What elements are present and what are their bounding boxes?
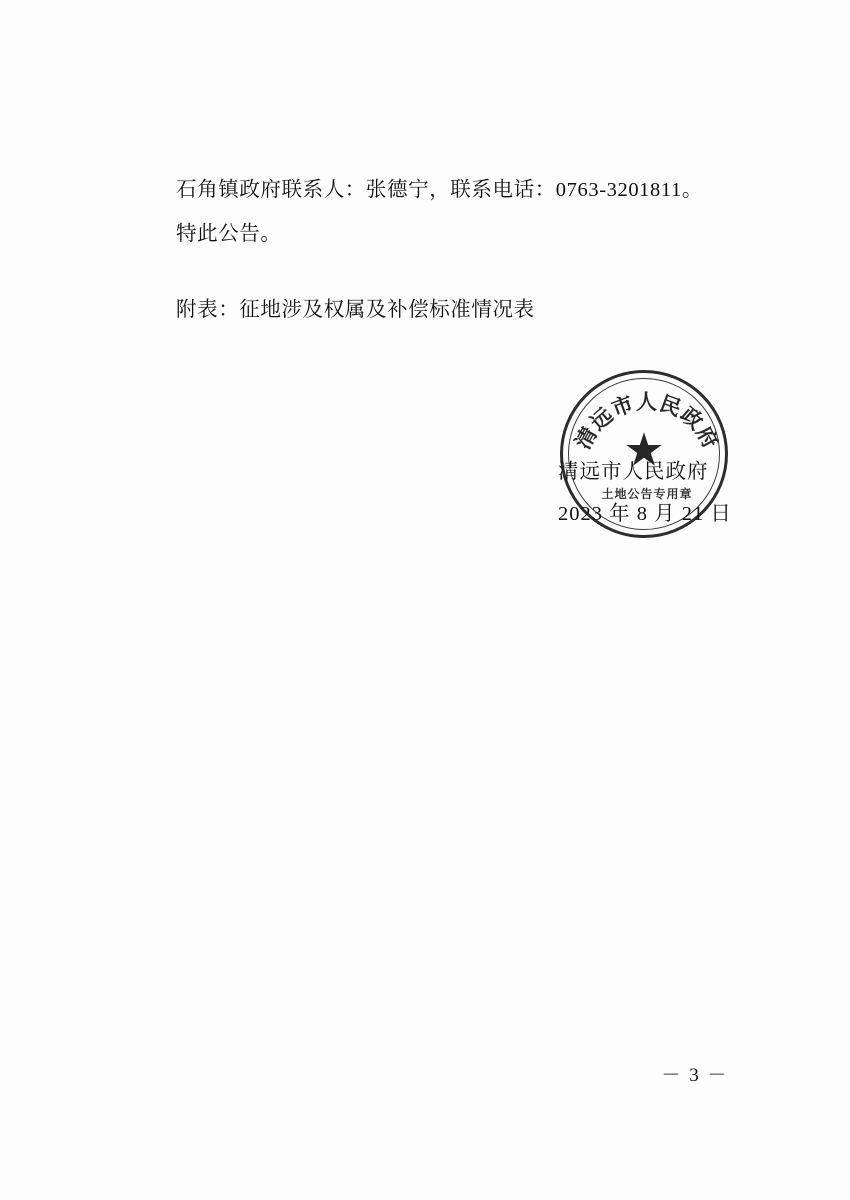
signature-issuer: 清远市人民政府	[558, 461, 709, 483]
svg-text:清远市人民政府	[571, 390, 723, 453]
seal-bottom-label: 土地公告专用章	[601, 487, 693, 501]
paragraph-contact: 石角镇政府联系人：张德宁，联系电话：0763-3201811。	[176, 179, 703, 201]
attachment-line: 附表：征地涉及权属及补偿标准情况表	[176, 299, 535, 321]
paragraph-announcement: 特此公告。	[176, 223, 282, 245]
signature-block	[540, 370, 800, 540]
signature-date: 2023 年 8 月 21 日	[558, 503, 732, 525]
star-icon: ★	[623, 424, 665, 476]
body-paragraphs	[176, 168, 756, 256]
page-number: － 3 －	[661, 1065, 729, 1086]
seal-arc-label: 清远市人民政府	[570, 390, 724, 454]
